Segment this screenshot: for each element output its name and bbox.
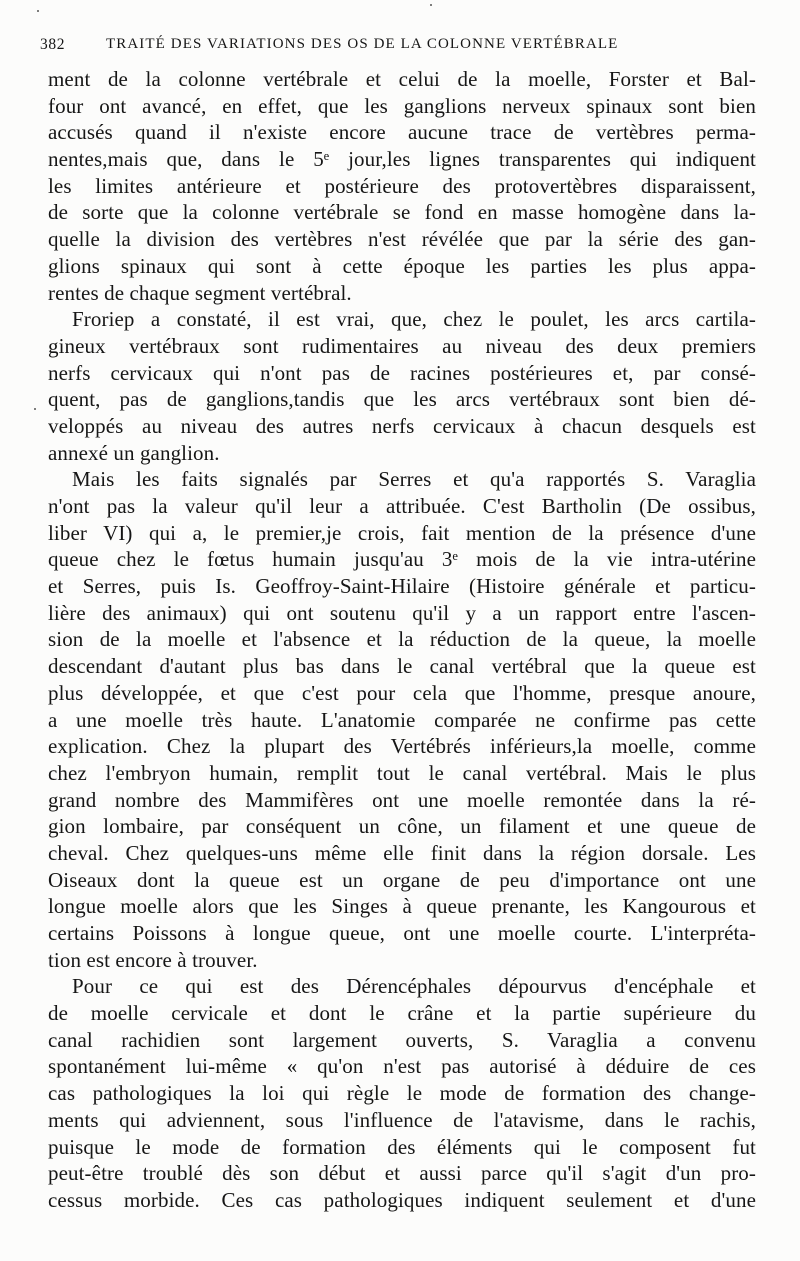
page-number: 382: [40, 36, 66, 53]
text-line: gineux vertébraux sont rudimentaires au niveau des deux premiers: [48, 333, 756, 358]
text-line: spontanément lui-même « qu'on n'est pas autorisé à déduire de ces: [48, 1054, 756, 1079]
text-line: canal rachidien sont largement ouverts, S. Varaglia a convenu: [48, 1027, 756, 1052]
text-line: rentes de chaque segment vertébral.: [48, 280, 352, 305]
text-line: longue moelle alors que les Singes à queue prenante, les Kangourous et: [48, 894, 756, 919]
text-line: descendant d'autant plus bas dans le canal vertébral que la queue est: [48, 654, 756, 679]
text-line: sion de la moelle et l'absence et la réduction de la queue, la moelle: [48, 627, 756, 652]
text-line: cessus morbide. Ces cas pathologiques indiquent seulement et d'une: [48, 1187, 756, 1212]
body-text: [48, 66, 756, 1214]
print-speck: [34, 408, 36, 410]
text-line: certains Poissons à longue queue, ont une moelle courte. L'interpréta-: [48, 921, 756, 945]
text-line: ments qui adviennent, sous l'influence de l'atavisme, dans le rachis,: [48, 1107, 756, 1132]
text-line: four ont avancé, en effet, que les ganglions nerveux spinaux sont bien: [48, 93, 756, 118]
text-line: tion est encore à trouver.: [48, 947, 258, 972]
text-line: et Serres, puis Is. Geoffroy-Saint-Hilaire (Histoire générale et particu-: [48, 574, 756, 599]
text-line: grand nombre des Mammifères ont une moelle remontée dans la ré-: [48, 787, 756, 812]
text-line: explication. Chez la plupart des Vertébrés inférieurs,la moelle, comme: [48, 734, 756, 759]
text-line: n'ont pas la valeur qu'il leur a attribuée. C'est Bartholin (De ossibus,: [48, 494, 756, 518]
paragraph-start-line: Mais les faits signalés par Serres et qu'a rapportés S. Varaglia: [72, 467, 756, 492]
print-speck: [37, 10, 39, 12]
text-line: annexé un ganglion.: [48, 440, 220, 465]
text-line: chez l'embryon humain, remplit tout le canal vertébral. Mais le plus: [48, 760, 756, 785]
page-header: [40, 32, 760, 58]
text-line: de moelle cervicale et dont le crâne et la partie supérieure du: [48, 1001, 756, 1026]
running-title: TRAITÉ DES VARIATIONS DES OS DE LA COLONNE VERTÉBRALE: [106, 36, 619, 52]
text-line: quelle la division des vertèbres n'est révélée que par la série des gan-: [48, 227, 756, 252]
text-line: gion lombaire, par conséquent un cône, un filament et une queue de: [48, 814, 756, 839]
text-line: cas pathologiques la loi qui règle le mode de formation des change-: [48, 1081, 756, 1106]
text-line: a une moelle très haute. L'anatomie comparée ne confirme pas cette: [48, 707, 756, 732]
text-line: plus développée, et que c'est pour cela que l'homme, presque anoure,: [48, 680, 756, 705]
text-line: glions spinaux qui sont à cette époque les parties les plus appa-: [48, 253, 756, 278]
text-line: quent, pas de ganglions,tandis que les arcs vertébraux sont bien dé-: [48, 387, 756, 412]
text-line: lière des animaux) qui ont soutenu qu'il y a un rapport entre l'ascen-: [48, 600, 756, 625]
text-line: de sorte que la colonne vertébrale se fond en masse homogène dans la-: [48, 200, 756, 225]
text-line: Oiseaux dont la queue est un organe de peu d'importance ont une: [48, 867, 756, 892]
paragraph-start-line: Froriep a constaté, il est vrai, que, chez le poulet, les arcs cartila-: [72, 307, 756, 332]
text-line: ment de la colonne vertébrale et celui de la moelle, Forster et Bal-: [48, 67, 756, 91]
text-line: puisque le mode de formation des éléments qui le composent fut: [48, 1134, 756, 1159]
text-line: nentes,mais que, dans le 5ᵉ jour,les lignes transparentes qui indiquent: [48, 147, 756, 172]
text-line: cheval. Chez quelques-uns même elle finit dans la région dorsale. Les: [48, 840, 756, 865]
print-speck: [430, 4, 432, 6]
text-line: peut-être troublé dès son début et aussi parce qu'il s'agit d'un pro-: [48, 1161, 756, 1186]
text-line: accusés quand il n'existe encore aucune trace de vertèbres perma-: [48, 120, 756, 145]
text-line: liber VI) qui a, le premier,je crois, fait mention de la présence d'une: [48, 520, 756, 545]
paragraph-start-line: Pour ce qui est des Dérencéphales dépourvus d'encéphale et: [72, 974, 756, 999]
text-line: nerfs cervicaux qui n'ont pas de racines postérieures et, par consé-: [48, 360, 756, 385]
text-line: les limites antérieure et postérieure des protovertèbres disparaissent,: [48, 173, 756, 198]
text-line: queue chez le fœtus humain jusqu'au 3ᵉ mois de la vie intra-utérine: [48, 547, 756, 572]
text-line: veloppés au niveau des autres nerfs cervicaux à chacun desquels est: [48, 413, 756, 438]
